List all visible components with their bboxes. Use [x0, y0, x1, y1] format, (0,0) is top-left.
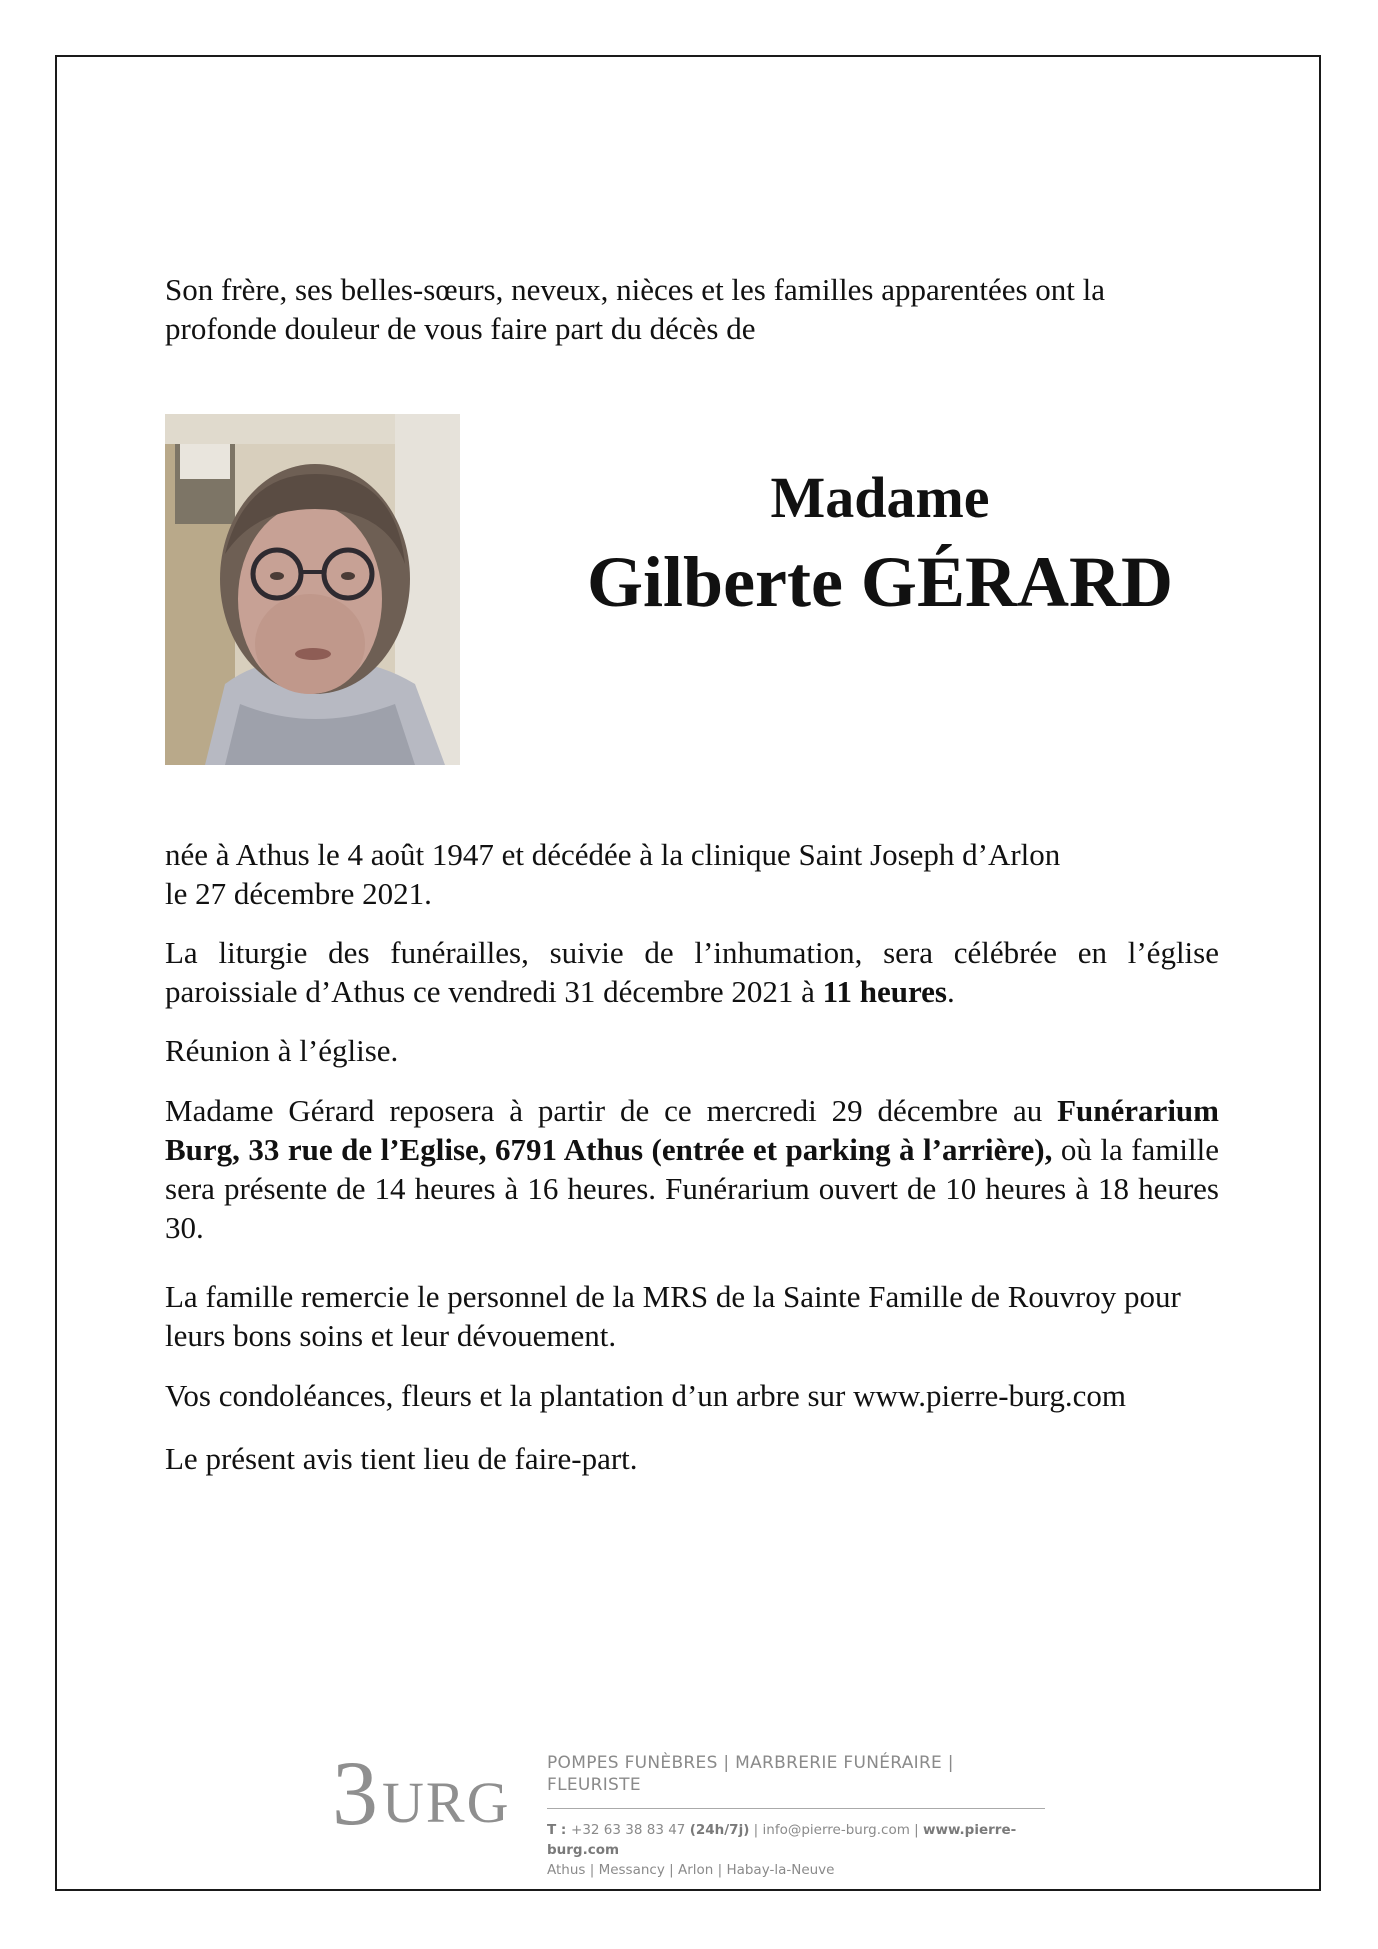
repose-text-2: où la famille sera présente de 14 heures à 16 heures. Funérarium ouvert de 10 heures à 18 heures 30.: [165, 1132, 1219, 1245]
svg-text:URG: URG: [382, 1770, 510, 1828]
burg-logo: [330, 1748, 510, 1828]
thanks-line-2: leurs bons soins et leur dévouement.: [165, 1318, 617, 1353]
deceased-name-block: [520, 460, 1240, 628]
deceased-name: Gilberte GÉRARD: [587, 542, 1173, 622]
intro-text: [165, 270, 1215, 348]
intro-line-2: profonde douleur de vous faire part du décès de: [165, 311, 756, 346]
phone-hours: (24h/7j): [689, 1822, 750, 1838]
liturgy-paragraph: [165, 933, 1219, 1011]
footer-divider: [547, 1808, 1045, 1809]
phone-number: +32 63 38 83 47: [571, 1822, 690, 1838]
repose-paragraph: [165, 1091, 1219, 1247]
separator: |: [909, 1822, 923, 1838]
meeting-paragraph: Réunion à l’église.: [165, 1033, 399, 1068]
notice-paragraph: Le présent avis tient lieu de faire-part.: [165, 1441, 638, 1476]
birth-death-line-2: le 27 décembre 2021.: [165, 876, 432, 911]
portrait-photo: [165, 414, 460, 765]
thanks-paragraph: [165, 1277, 1219, 1355]
intro-line-1: Son frère, ses belles-sœurs, neveux, nièces et les familles apparentées ont la: [165, 272, 1106, 307]
website-link[interactable]: www.pierre-burg.com: [547, 1822, 1017, 1858]
repose-text-1: Madame Gérard reposera à partir de ce mercredi 29 décembre au: [165, 1093, 1058, 1128]
footer-info: [547, 1752, 1047, 1880]
thanks-line-1: La famille remercie le personnel de la MRS de la Sainte Famille de Rouvroy pour: [165, 1279, 1181, 1314]
liturgy-end: .: [946, 974, 955, 1009]
footer-contact: [547, 1820, 1047, 1860]
liturgy-time: 11 heures: [822, 974, 947, 1009]
phone-label: T :: [547, 1822, 572, 1838]
birth-death-line-1: née à Athus le 4 août 1947 et décédée à la clinique Saint Joseph d’Arlon: [165, 837, 1061, 872]
condolences-paragraph: Vos condoléances, fleurs et la plantation d’un arbre sur www.pierre-burg.com: [165, 1378, 1126, 1413]
salutation: Madame: [770, 465, 990, 530]
footer-locations: Athus | Messancy | Arlon | Habay-la-Neuve: [547, 1862, 835, 1878]
separator: |: [749, 1822, 763, 1838]
repose-location: Funérarium Burg, 33 rue de l’Eglise, 6791 Athus (entrée et parking à l’arrière),: [165, 1093, 1219, 1167]
email-link[interactable]: info@pierre-burg.com: [762, 1822, 910, 1838]
birth-death-paragraph: [165, 835, 1219, 913]
footer-services: POMPES FUNÈBRES | MARBRERIE FUNÉRAIRE | FLEURISTE: [547, 1753, 954, 1795]
svg-text:3: 3: [332, 1748, 378, 1828]
liturgy-text: La liturgie des funérailles, suivie de l’inhumation, sera célébrée en l’église paroissiale d’Athus ce vendredi 31 décembre 2021 à: [165, 935, 1219, 1009]
